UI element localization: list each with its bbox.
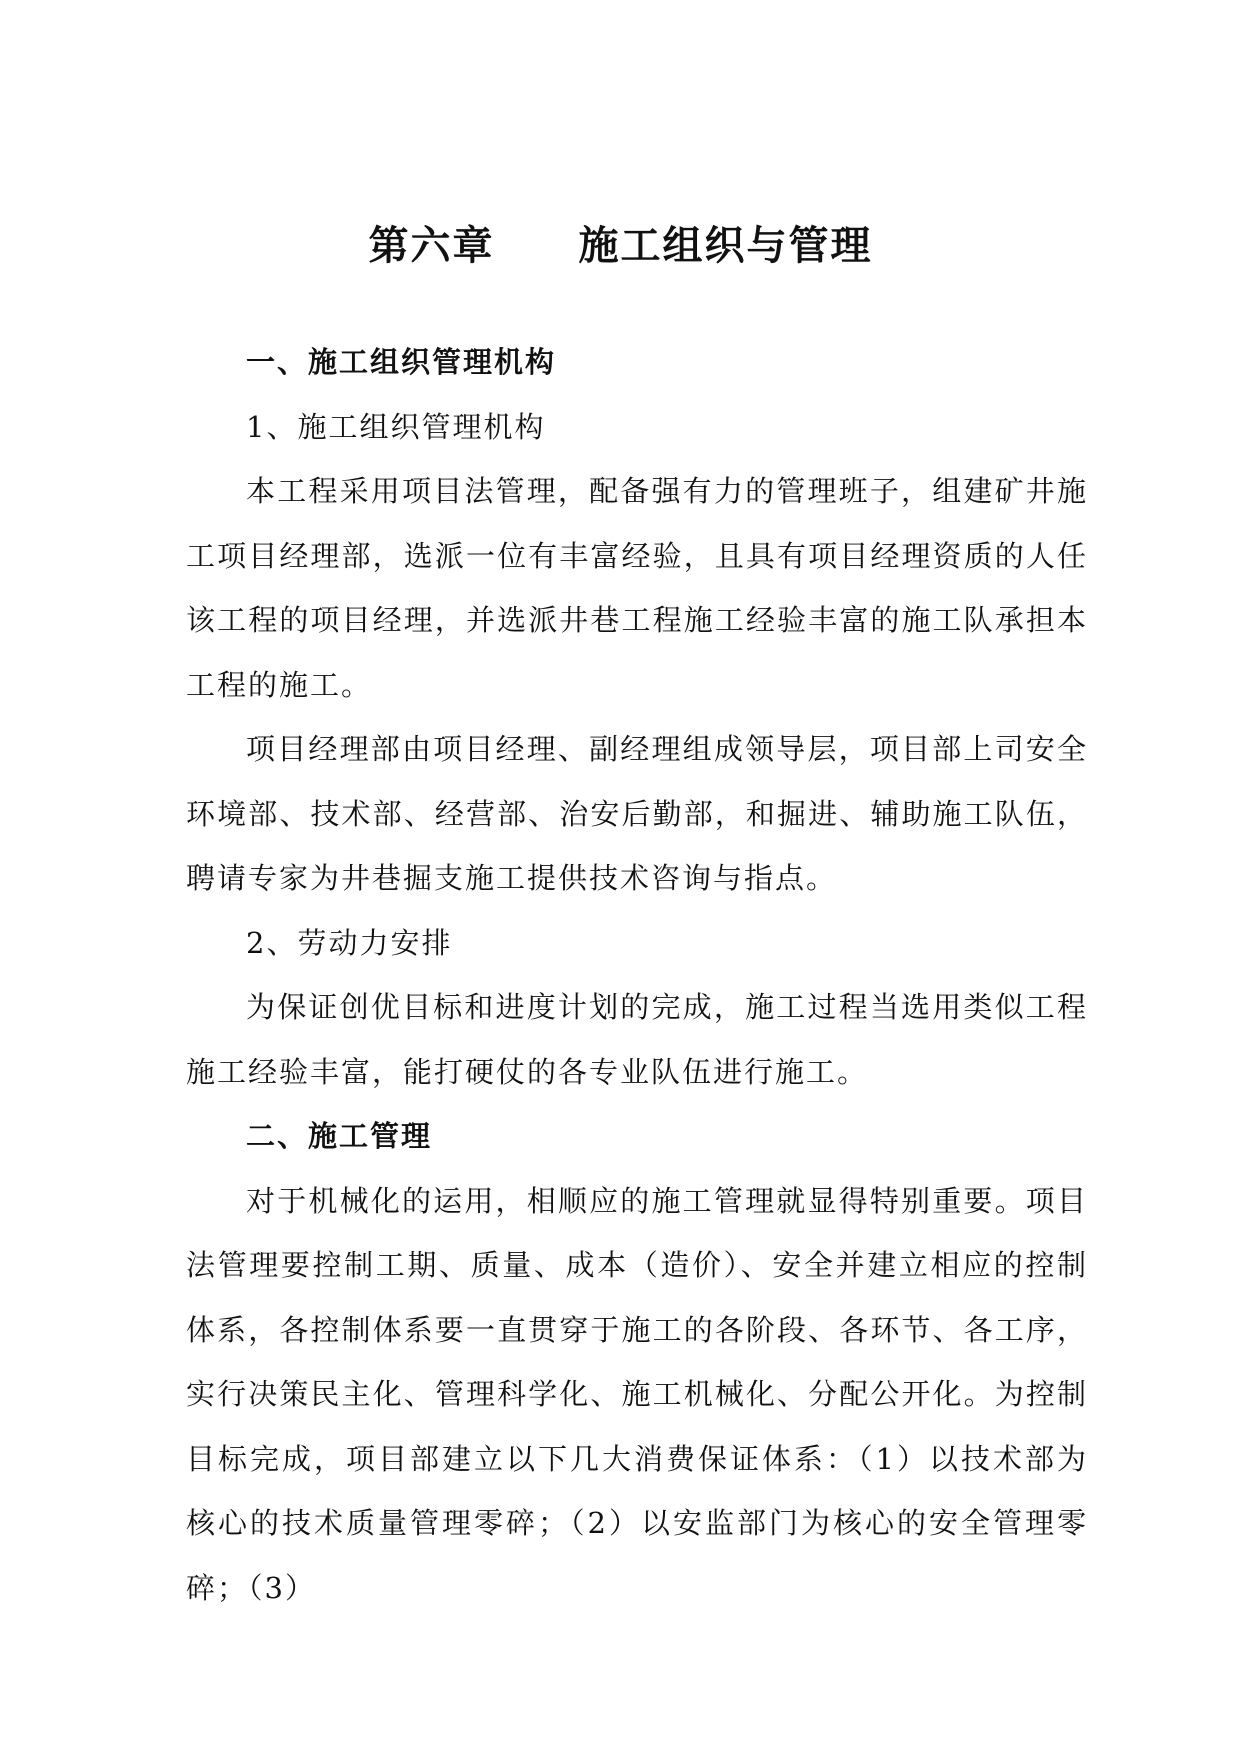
subsection-heading-labor-arrangement: 2、劳动力安排 [246, 925, 453, 960]
section-heading-organization: 一、施工组织管理机构 [246, 345, 557, 379]
paragraph-labor-arrangement: 为保证创优目标和进度计划的完成，施工过程当选用类似工程施工经验丰富，能打硬仗的各专业队伍进行施工。 [186, 990, 1088, 1089]
section-heading-construction-management: 二、施工管理 [246, 1119, 433, 1153]
paragraph-project-management: 本工程采用项目法管理，配备强有力的管理班子，组建矿井施工项目经理部，选派一位有丰富经验，且具有项目经理资质的人任该工程的项目经理，并选派井巷工程施工经验丰富的施工队承担本工程的施工。 [186, 474, 1088, 702]
paragraph-department-structure: 项目经理部由项目经理、副经理组成领导层，项目部上司安全环境部、技术部、经营部、治安后勤部，和掘进、辅助施工队伍，聘请专家为井巷掘支施工提供技术咨询与指点。 [186, 732, 1088, 895]
chapter-title: 第六章 施工组织与管理 [368, 222, 873, 269]
document-body [186, 330, 1088, 1620]
paragraph-construction-management: 对于机械化的运用，相顺应的施工管理就显得特别重要。项目法管理要控制工期、质量、成本（造价）、安全并建立相应的控制体系，各控制体系要一直贯穿于施工的各阶段、各环节、各工序，实行决策民主化、管理科学化、施工机械化、分配公开化。为控制目标完成，项目部建立以下几大消费保证体系：（1）以技术部为核心的技术质量管理零碎；（2）以安监部门为核心的安全管理零碎；（3） [186, 1183, 1088, 1605]
subsection-heading-management-structure: 1、施工组织管理机构 [246, 409, 546, 444]
